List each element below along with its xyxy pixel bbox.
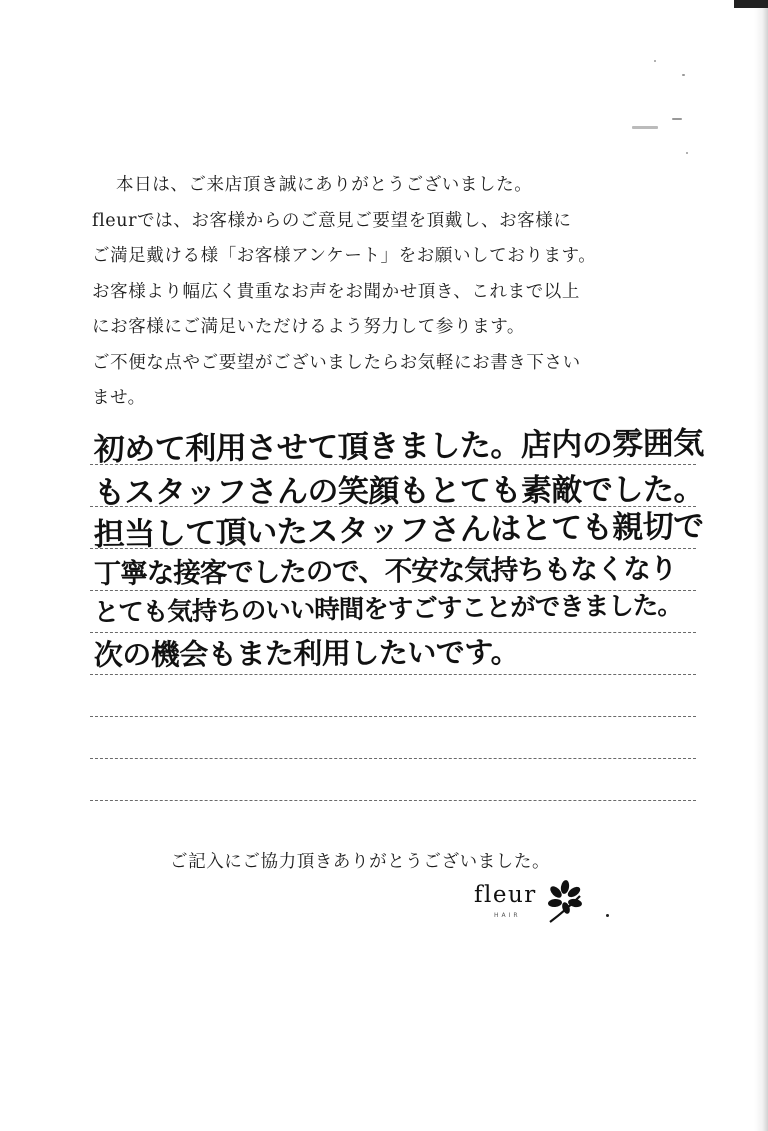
intro-line: fleurでは、お客様からのご意見ご要望を頂戴し、お客様に: [92, 210, 572, 231]
comment-writing-area: [90, 420, 704, 830]
handwritten-comment-line: 丁寧な接客でしたので、不安な気持ちもなくなり: [93, 552, 677, 590]
intro-line: にお客様にご満足いただけるよう努力して参ります。: [92, 317, 525, 337]
closing-thanks: ご記入にご協力頂きありがとうございました。: [170, 852, 551, 872]
intro-line: ませ。: [92, 388, 146, 408]
survey-intro: [92, 168, 732, 417]
scan-dot: [606, 914, 609, 917]
brand-logo: [474, 878, 614, 928]
ruled-line: [90, 758, 696, 759]
ruled-line: [90, 716, 696, 717]
intro-line: お客様より幅広く貴重なお声をお聞かせ頂き、これまで以上: [92, 281, 580, 302]
ruled-line: [90, 674, 696, 675]
handwritten-comment-line: 次の機会もまた利用したいです。: [93, 635, 520, 673]
scan-edge-shadow: [754, 0, 768, 1131]
scan-specks: [624, 60, 704, 160]
intro-line: ご満足戴ける様「お客様アンケート」をお願いしております。: [92, 246, 597, 266]
handwritten-comment-line: とても気持ちのいい時間をすごすことができました。: [93, 590, 682, 629]
handwritten-comment-line: 担当して頂いたスタッフさんはとても親切で: [93, 508, 704, 554]
brand-name: fleur: [474, 882, 537, 908]
handwritten-comment-line: 初めて利用させて頂きました。店内の雰囲気: [93, 425, 704, 469]
ruled-line: [90, 800, 696, 801]
brand-subtitle: HAIR: [494, 912, 521, 919]
intro-line: 本日は、ご来店頂き誠にありがとうございました。: [116, 175, 533, 195]
handwritten-comment-line: もスタッフさんの笑顔もとても素敵でした。: [93, 471, 704, 511]
scan-corner-mark: [734, 0, 768, 8]
intro-line: ご不便な点やご要望がございましたらお気軽にお書き下さい: [92, 352, 581, 373]
flower-logo-icon: [546, 878, 584, 924]
